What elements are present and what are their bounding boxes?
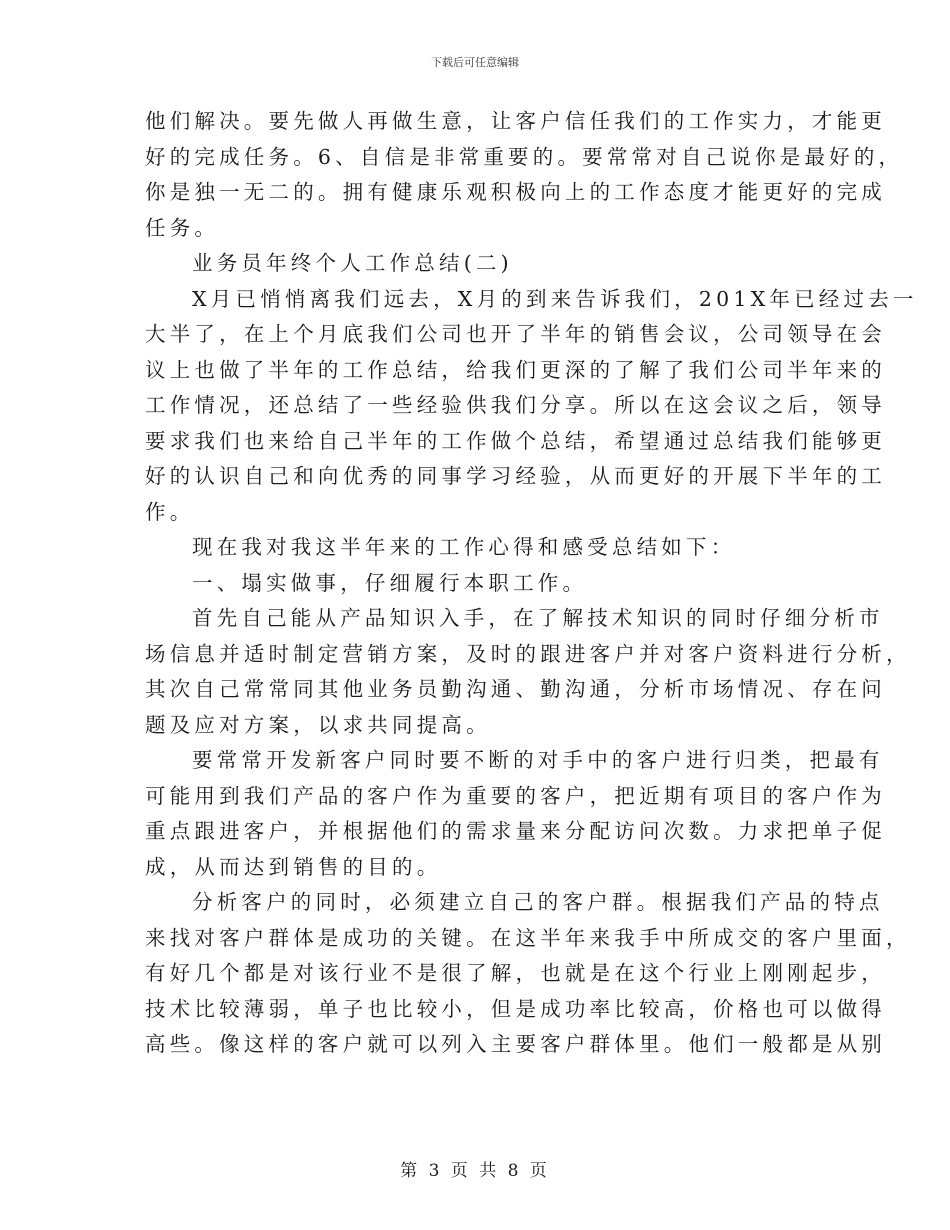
page-header: 下载后可任意编辑 (431, 56, 519, 69)
text-line: 有好几个都是对该行业不是很了解，也就是在这个行业上刚刚起步， (145, 961, 886, 985)
text-line: 分析客户的同时，必须建立自己的客户群。根据我们产品的特点 (192, 890, 884, 914)
text-line: 题及应对方案，以求共同提高。 (145, 712, 491, 737)
text-line: 可能用到我们产品的客户作为重要的客户，把近期有项目的客户作为 (145, 783, 886, 808)
text-line: 作。 (145, 499, 195, 524)
text-line: 议上也做了半年的工作总结，给我们更深的了解了我们公司半年来的 (145, 357, 886, 382)
text-line: 工作情况，还总结了一些经验供我们分享。所以在这会议之后，领导 (145, 393, 886, 417)
text-line: 好的认识自己和向优秀的同事学习经验，从而更好的开展下半年的工 (145, 464, 886, 488)
text-line: 现在我对我这半年来的工作心得和感受总结如下： (192, 535, 736, 559)
text-line: 好的完成任务。6、自信是非常重要的。要常常对自己说你是最好的， (145, 144, 904, 169)
page-number: 第 3 页 共 8 页 (400, 1161, 550, 1181)
text-line: 其次自己常常同其他业务员勤沟通、勤沟通，分析市场情况、存在问 (145, 677, 886, 701)
subsection-heading: 一、塌实做事，仔细履行本职工作。 (192, 570, 588, 595)
text-line: 他们解决。要先做人再做生意，让客户信任我们的工作实力，才能更 (145, 109, 886, 133)
text-line: 要求我们也来给自己半年的工作做个总结，希望通过总结我们能够更 (145, 428, 886, 453)
text-line: 首先自己能从产品知识入手，在了解技术知识的同时仔细分析市 (192, 606, 884, 630)
text-line: 你是独一无二的。拥有健康乐观积极向上的工作态度才能更好的完成 (145, 180, 886, 204)
text-line: 大半了，在上个月底我们公司也开了半年的销售会议，公司领导在会 (145, 322, 886, 346)
text-line: 要常常开发新客户同时要不断的对手中的客户进行归类，把最有 (192, 748, 884, 772)
text-line: X月已悄悄离我们远去，X月的到来告诉我们，201X年已经过去一 (192, 286, 918, 311)
text-line: 成，从而达到销售的目的。 (145, 854, 442, 879)
document-body (145, 104, 918, 1063)
text-line: 高些。像这样的客户就可以列入主要客户群体里。他们一般都是从别 (145, 1032, 886, 1056)
text-line: 重点跟进客户，并根据他们的需求量来分配访问次数。力求把单子促 (145, 819, 886, 843)
text-line: 来找对客户群体是成功的关键。在这半年来我手中所成交的客户里面， (145, 925, 911, 950)
text-line: 任务。 (145, 215, 220, 240)
text-line: 技术比较薄弱，单子也比较小，但是成功率比较高，价格也可以做得 (145, 996, 886, 1021)
text-line: 场信息并适时制定营销方案，及时的跟进客户并对客户资料进行分析， (145, 641, 911, 666)
section-heading: 业务员年终个人工作总结(二) (192, 251, 513, 275)
